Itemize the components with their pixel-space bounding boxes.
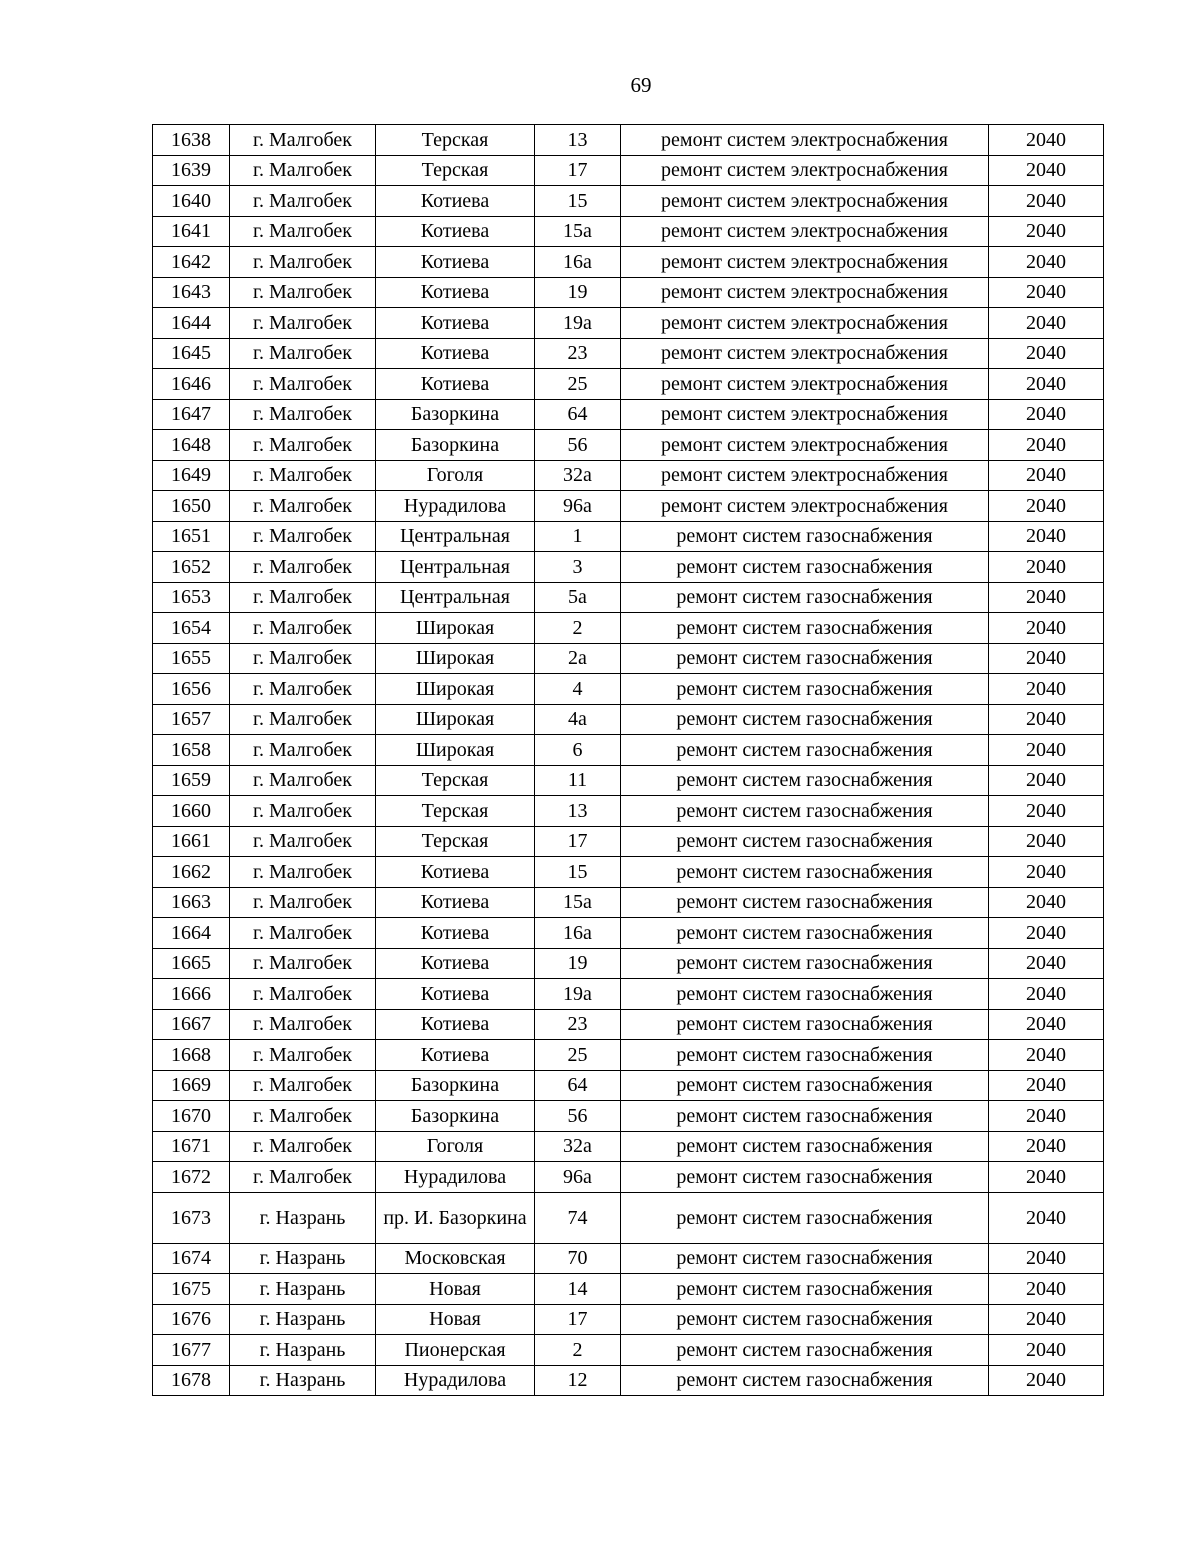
city-cell: г. Назрань (230, 1335, 376, 1366)
house-number-cell: 16а (535, 247, 621, 278)
house-number-cell: 64 (535, 399, 621, 430)
house-number-cell: 56 (535, 1101, 621, 1132)
row-number-cell: 1648 (153, 430, 230, 461)
work-type-cell: ремонт систем электроснабжения (621, 125, 989, 156)
street-cell: Новая (376, 1304, 535, 1335)
city-cell: г. Малгобек (230, 186, 376, 217)
street-cell: Терская (376, 796, 535, 827)
table-row (153, 1101, 1104, 1132)
year-cell: 2040 (989, 582, 1104, 613)
street-cell: Широкая (376, 613, 535, 644)
table-row (153, 460, 1104, 491)
work-type-cell: ремонт систем электроснабжения (621, 399, 989, 430)
house-number-cell: 17 (535, 1304, 621, 1335)
city-cell: г. Малгобек (230, 1131, 376, 1162)
street-cell: Новая (376, 1274, 535, 1305)
house-number-cell: 19 (535, 948, 621, 979)
table-row (153, 1304, 1104, 1335)
table-row (153, 491, 1104, 522)
work-type-cell: ремонт систем газоснабжения (621, 1335, 989, 1366)
year-cell: 2040 (989, 216, 1104, 247)
city-cell: г. Малгобек (230, 796, 376, 827)
table-row (153, 918, 1104, 949)
row-number-cell: 1665 (153, 948, 230, 979)
row-number-cell: 1666 (153, 979, 230, 1010)
work-type-cell: ремонт систем газоснабжения (621, 1365, 989, 1396)
house-number-cell: 3 (535, 552, 621, 583)
table-row (153, 155, 1104, 186)
year-cell: 2040 (989, 1304, 1104, 1335)
work-type-cell: ремонт систем газоснабжения (621, 796, 989, 827)
city-cell: г. Малгобек (230, 979, 376, 1010)
street-cell: Центральная (376, 521, 535, 552)
year-cell: 2040 (989, 765, 1104, 796)
work-type-cell: ремонт систем электроснабжения (621, 155, 989, 186)
house-number-cell: 16а (535, 918, 621, 949)
work-type-cell: ремонт систем электроснабжения (621, 186, 989, 217)
year-cell: 2040 (989, 887, 1104, 918)
work-type-cell: ремонт систем газоснабжения (621, 1192, 989, 1243)
row-number-cell: 1669 (153, 1070, 230, 1101)
house-number-cell: 19а (535, 308, 621, 339)
city-cell: г. Малгобек (230, 1009, 376, 1040)
street-cell: Нурадилова (376, 491, 535, 522)
work-type-cell: ремонт систем газоснабжения (621, 643, 989, 674)
house-number-cell: 12 (535, 1365, 621, 1396)
house-number-cell: 4а (535, 704, 621, 735)
street-cell: Котиева (376, 277, 535, 308)
city-cell: г. Малгобек (230, 765, 376, 796)
house-number-cell: 32а (535, 1131, 621, 1162)
house-number-cell: 15 (535, 186, 621, 217)
street-cell: Терская (376, 826, 535, 857)
row-number-cell: 1645 (153, 338, 230, 369)
city-cell: г. Малгобек (230, 521, 376, 552)
row-number-cell: 1678 (153, 1365, 230, 1396)
city-cell: г. Назрань (230, 1304, 376, 1335)
street-cell: Терская (376, 155, 535, 186)
city-cell: г. Малгобек (230, 1070, 376, 1101)
city-cell: г. Малгобек (230, 918, 376, 949)
street-cell: Котиева (376, 1040, 535, 1071)
year-cell: 2040 (989, 1070, 1104, 1101)
house-number-cell: 74 (535, 1192, 621, 1243)
row-number-cell: 1672 (153, 1162, 230, 1193)
city-cell: г. Назрань (230, 1192, 376, 1243)
work-type-cell: ремонт систем газоснабжения (621, 1101, 989, 1132)
year-cell: 2040 (989, 277, 1104, 308)
year-cell: 2040 (989, 1162, 1104, 1193)
city-cell: г. Малгобек (230, 1040, 376, 1071)
table-row (153, 369, 1104, 400)
city-cell: г. Малгобек (230, 277, 376, 308)
street-cell: Нурадилова (376, 1365, 535, 1396)
year-cell: 2040 (989, 491, 1104, 522)
table-row (153, 1131, 1104, 1162)
table-row (153, 826, 1104, 857)
work-type-cell: ремонт систем электроснабжения (621, 430, 989, 461)
house-number-cell: 2 (535, 613, 621, 644)
street-cell: Центральная (376, 552, 535, 583)
table-row (153, 1335, 1104, 1366)
city-cell: г. Малгобек (230, 552, 376, 583)
house-number-cell: 14 (535, 1274, 621, 1305)
street-cell: Котиева (376, 338, 535, 369)
table-row (153, 186, 1104, 217)
row-number-cell: 1664 (153, 918, 230, 949)
year-cell: 2040 (989, 857, 1104, 888)
city-cell: г. Малгобек (230, 155, 376, 186)
house-number-cell: 25 (535, 1040, 621, 1071)
city-cell: г. Малгобек (230, 369, 376, 400)
house-number-cell: 4 (535, 674, 621, 705)
table-row (153, 125, 1104, 156)
year-cell: 2040 (989, 369, 1104, 400)
city-cell: г. Малгобек (230, 430, 376, 461)
year-cell: 2040 (989, 735, 1104, 766)
house-number-cell: 19 (535, 277, 621, 308)
house-number-cell: 6 (535, 735, 621, 766)
table-row (153, 704, 1104, 735)
street-cell: Нурадилова (376, 1162, 535, 1193)
work-type-cell: ремонт систем газоснабжения (621, 521, 989, 552)
work-type-cell: ремонт систем газоснабжения (621, 1162, 989, 1193)
work-type-cell: ремонт систем газоснабжения (621, 1070, 989, 1101)
year-cell: 2040 (989, 1040, 1104, 1071)
street-cell: Котиева (376, 1009, 535, 1040)
work-type-cell: ремонт систем газоснабжения (621, 765, 989, 796)
house-number-cell: 17 (535, 155, 621, 186)
street-cell: Центральная (376, 582, 535, 613)
work-type-cell: ремонт систем газоснабжения (621, 552, 989, 583)
table-row (153, 521, 1104, 552)
work-type-cell: ремонт систем газоснабжения (621, 704, 989, 735)
street-cell: Пионерская (376, 1335, 535, 1366)
row-number-cell: 1639 (153, 155, 230, 186)
table-row (153, 857, 1104, 888)
city-cell: г. Назрань (230, 1243, 376, 1274)
row-number-cell: 1638 (153, 125, 230, 156)
city-cell: г. Малгобек (230, 399, 376, 430)
street-cell: Котиева (376, 369, 535, 400)
row-number-cell: 1673 (153, 1192, 230, 1243)
city-cell: г. Малгобек (230, 1101, 376, 1132)
year-cell: 2040 (989, 186, 1104, 217)
city-cell: г. Малгобек (230, 308, 376, 339)
year-cell: 2040 (989, 338, 1104, 369)
street-cell: Широкая (376, 674, 535, 705)
table-row (153, 948, 1104, 979)
year-cell: 2040 (989, 704, 1104, 735)
city-cell: г. Малгобек (230, 735, 376, 766)
city-cell: г. Малгобек (230, 857, 376, 888)
house-number-cell: 17 (535, 826, 621, 857)
row-number-cell: 1674 (153, 1243, 230, 1274)
house-number-cell: 11 (535, 765, 621, 796)
house-number-cell: 5а (535, 582, 621, 613)
work-type-cell: ремонт систем электроснабжения (621, 338, 989, 369)
row-number-cell: 1676 (153, 1304, 230, 1335)
row-number-cell: 1671 (153, 1131, 230, 1162)
house-number-cell: 56 (535, 430, 621, 461)
city-cell: г. Малгобек (230, 613, 376, 644)
table-row (153, 308, 1104, 339)
year-cell: 2040 (989, 521, 1104, 552)
city-cell: г. Назрань (230, 1274, 376, 1305)
city-cell: г. Малгобек (230, 247, 376, 278)
year-cell: 2040 (989, 1131, 1104, 1162)
year-cell: 2040 (989, 399, 1104, 430)
row-number-cell: 1646 (153, 369, 230, 400)
street-cell: Базоркина (376, 1101, 535, 1132)
work-type-cell: ремонт систем электроснабжения (621, 277, 989, 308)
table-row (153, 1040, 1104, 1071)
street-cell: Терская (376, 125, 535, 156)
house-number-cell: 25 (535, 369, 621, 400)
table-row (153, 1192, 1104, 1243)
year-cell: 2040 (989, 1335, 1104, 1366)
table-row (153, 399, 1104, 430)
work-type-cell: ремонт систем газоснабжения (621, 918, 989, 949)
row-number-cell: 1658 (153, 735, 230, 766)
work-type-cell: ремонт систем газоснабжения (621, 1274, 989, 1305)
house-number-cell: 96а (535, 1162, 621, 1193)
row-number-cell: 1654 (153, 613, 230, 644)
table-row (153, 643, 1104, 674)
row-number-cell: 1647 (153, 399, 230, 430)
work-type-cell: ремонт систем газоснабжения (621, 582, 989, 613)
house-number-cell: 15а (535, 216, 621, 247)
table-row (153, 277, 1104, 308)
house-number-cell: 70 (535, 1243, 621, 1274)
street-cell: пр. И. Базоркина (376, 1192, 535, 1243)
street-cell: Котиева (376, 887, 535, 918)
table-row (153, 796, 1104, 827)
year-cell: 2040 (989, 430, 1104, 461)
city-cell: г. Малгобек (230, 582, 376, 613)
table-row (153, 979, 1104, 1010)
street-cell: Котиева (376, 186, 535, 217)
work-type-cell: ремонт систем электроснабжения (621, 216, 989, 247)
city-cell: г. Малгобек (230, 125, 376, 156)
city-cell: г. Малгобек (230, 460, 376, 491)
table-row (153, 735, 1104, 766)
repair-registry-table (152, 124, 1104, 1396)
street-cell: Базоркина (376, 430, 535, 461)
year-cell: 2040 (989, 552, 1104, 583)
table-row (153, 1070, 1104, 1101)
work-type-cell: ремонт систем газоснабжения (621, 1243, 989, 1274)
row-number-cell: 1675 (153, 1274, 230, 1305)
table-row (153, 765, 1104, 796)
table-row (153, 216, 1104, 247)
table-body (153, 125, 1104, 1396)
year-cell: 2040 (989, 674, 1104, 705)
work-type-cell: ремонт систем электроснабжения (621, 369, 989, 400)
year-cell: 2040 (989, 125, 1104, 156)
year-cell: 2040 (989, 918, 1104, 949)
row-number-cell: 1650 (153, 491, 230, 522)
work-type-cell: ремонт систем газоснабжения (621, 887, 989, 918)
work-type-cell: ремонт систем газоснабжения (621, 613, 989, 644)
street-cell: Терская (376, 765, 535, 796)
street-cell: Гоголя (376, 1131, 535, 1162)
city-cell: г. Малгобек (230, 704, 376, 735)
house-number-cell: 23 (535, 338, 621, 369)
street-cell: Широкая (376, 704, 535, 735)
work-type-cell: ремонт систем газоснабжения (621, 674, 989, 705)
year-cell: 2040 (989, 826, 1104, 857)
row-number-cell: 1642 (153, 247, 230, 278)
work-type-cell: ремонт систем электроснабжения (621, 247, 989, 278)
table-row (153, 582, 1104, 613)
street-cell: Котиева (376, 857, 535, 888)
table-row (153, 247, 1104, 278)
house-number-cell: 2а (535, 643, 621, 674)
house-number-cell: 2 (535, 1335, 621, 1366)
street-cell: Широкая (376, 643, 535, 674)
year-cell: 2040 (989, 460, 1104, 491)
house-number-cell: 96а (535, 491, 621, 522)
table-row (153, 613, 1104, 644)
row-number-cell: 1643 (153, 277, 230, 308)
street-cell: Котиева (376, 308, 535, 339)
row-number-cell: 1660 (153, 796, 230, 827)
city-cell: г. Малгобек (230, 674, 376, 705)
city-cell: г. Малгобек (230, 948, 376, 979)
table-row (153, 674, 1104, 705)
year-cell: 2040 (989, 643, 1104, 674)
year-cell: 2040 (989, 1009, 1104, 1040)
year-cell: 2040 (989, 948, 1104, 979)
work-type-cell: ремонт систем газоснабжения (621, 857, 989, 888)
work-type-cell: ремонт систем газоснабжения (621, 735, 989, 766)
house-number-cell: 1 (535, 521, 621, 552)
work-type-cell: ремонт систем электроснабжения (621, 491, 989, 522)
year-cell: 2040 (989, 247, 1104, 278)
work-type-cell: ремонт систем газоснабжения (621, 1304, 989, 1335)
row-number-cell: 1662 (153, 857, 230, 888)
house-number-cell: 13 (535, 796, 621, 827)
year-cell: 2040 (989, 1192, 1104, 1243)
street-cell: Базоркина (376, 399, 535, 430)
work-type-cell: ремонт систем газоснабжения (621, 948, 989, 979)
street-cell: Котиева (376, 918, 535, 949)
year-cell: 2040 (989, 1365, 1104, 1396)
city-cell: г. Малгобек (230, 887, 376, 918)
year-cell: 2040 (989, 1101, 1104, 1132)
street-cell: Котиева (376, 247, 535, 278)
row-number-cell: 1657 (153, 704, 230, 735)
work-type-cell: ремонт систем электроснабжения (621, 308, 989, 339)
row-number-cell: 1668 (153, 1040, 230, 1071)
city-cell: г. Малгобек (230, 338, 376, 369)
table-row (153, 552, 1104, 583)
street-cell: Гоголя (376, 460, 535, 491)
city-cell: г. Малгобек (230, 216, 376, 247)
table-row (153, 1274, 1104, 1305)
street-cell: Базоркина (376, 1070, 535, 1101)
row-number-cell: 1653 (153, 582, 230, 613)
street-cell: Котиева (376, 216, 535, 247)
year-cell: 2040 (989, 1274, 1104, 1305)
table-row (153, 1365, 1104, 1396)
row-number-cell: 1655 (153, 643, 230, 674)
street-cell: Московская (376, 1243, 535, 1274)
row-number-cell: 1670 (153, 1101, 230, 1132)
row-number-cell: 1659 (153, 765, 230, 796)
row-number-cell: 1677 (153, 1335, 230, 1366)
street-cell: Котиева (376, 948, 535, 979)
street-cell: Широкая (376, 735, 535, 766)
year-cell: 2040 (989, 308, 1104, 339)
table-row (153, 1243, 1104, 1274)
work-type-cell: ремонт систем газоснабжения (621, 826, 989, 857)
street-cell: Котиева (376, 979, 535, 1010)
work-type-cell: ремонт систем электроснабжения (621, 460, 989, 491)
year-cell: 2040 (989, 613, 1104, 644)
table-row (153, 887, 1104, 918)
table-row (153, 1009, 1104, 1040)
year-cell: 2040 (989, 155, 1104, 186)
house-number-cell: 13 (535, 125, 621, 156)
table-row (153, 430, 1104, 461)
row-number-cell: 1663 (153, 887, 230, 918)
row-number-cell: 1651 (153, 521, 230, 552)
house-number-cell: 64 (535, 1070, 621, 1101)
row-number-cell: 1641 (153, 216, 230, 247)
work-type-cell: ремонт систем газоснабжения (621, 1040, 989, 1071)
work-type-cell: ремонт систем газоснабжения (621, 979, 989, 1010)
row-number-cell: 1656 (153, 674, 230, 705)
table-row (153, 1162, 1104, 1193)
house-number-cell: 19а (535, 979, 621, 1010)
city-cell: г. Малгобек (230, 826, 376, 857)
row-number-cell: 1661 (153, 826, 230, 857)
city-cell: г. Назрань (230, 1365, 376, 1396)
row-number-cell: 1640 (153, 186, 230, 217)
house-number-cell: 15 (535, 857, 621, 888)
city-cell: г. Малгобек (230, 1162, 376, 1193)
house-number-cell: 15а (535, 887, 621, 918)
row-number-cell: 1652 (153, 552, 230, 583)
year-cell: 2040 (989, 1243, 1104, 1274)
table-row (153, 338, 1104, 369)
city-cell: г. Малгобек (230, 643, 376, 674)
house-number-cell: 23 (535, 1009, 621, 1040)
row-number-cell: 1644 (153, 308, 230, 339)
row-number-cell: 1649 (153, 460, 230, 491)
work-type-cell: ремонт систем газоснабжения (621, 1131, 989, 1162)
page-number: 69 (630, 73, 652, 97)
year-cell: 2040 (989, 796, 1104, 827)
year-cell: 2040 (989, 979, 1104, 1010)
city-cell: г. Малгобек (230, 491, 376, 522)
house-number-cell: 32а (535, 460, 621, 491)
row-number-cell: 1667 (153, 1009, 230, 1040)
work-type-cell: ремонт систем газоснабжения (621, 1009, 989, 1040)
